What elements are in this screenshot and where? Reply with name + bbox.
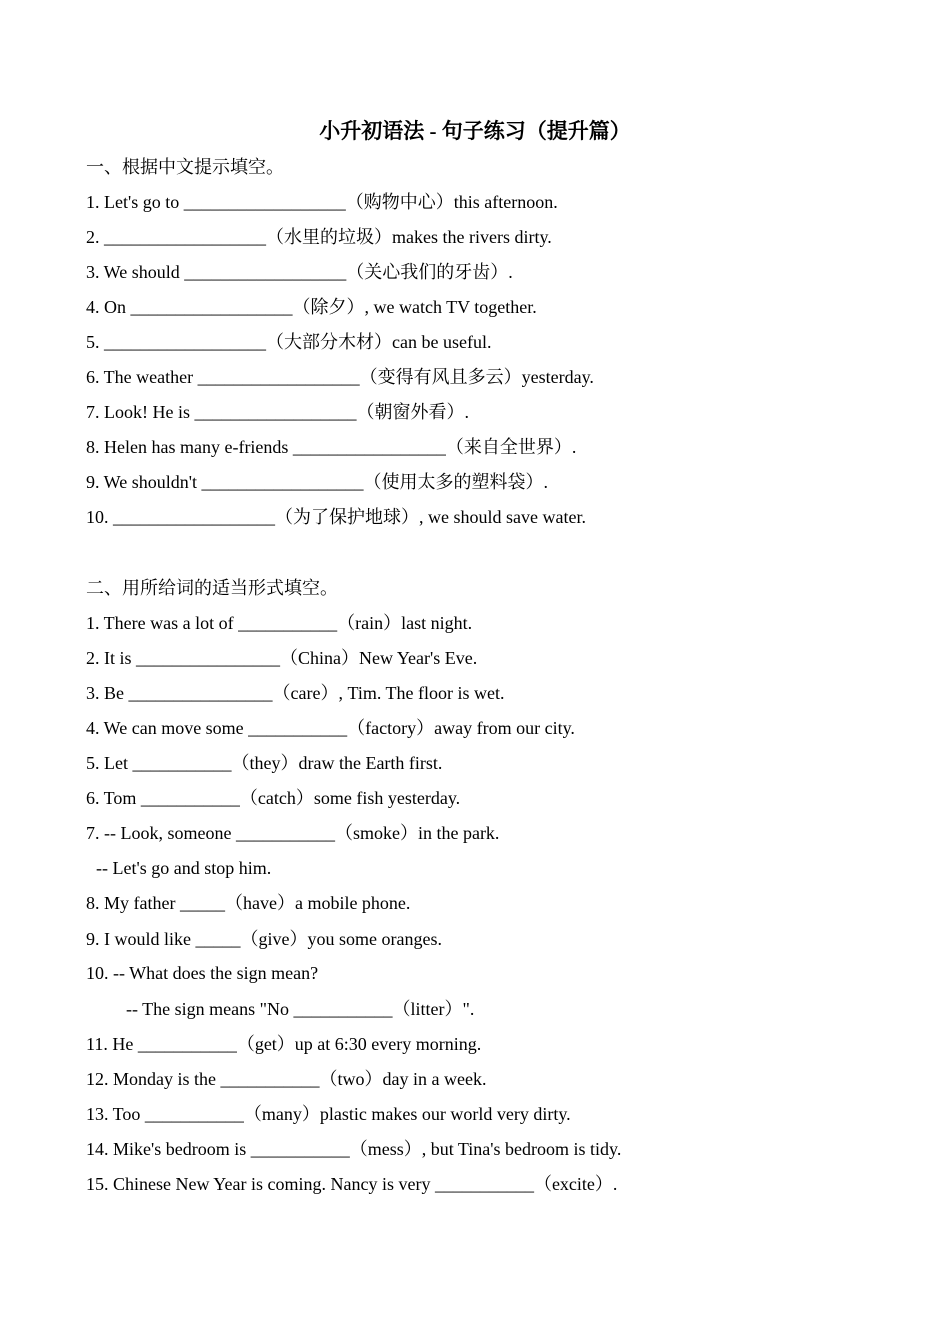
s2-question-10: 10. -- What does the sign mean?	[86, 963, 319, 983]
s2-question-7: 7. -- Look, someone ___________（smoke）in the park.	[86, 823, 500, 843]
s1-question-9: 9. We shouldn't __________________（使用太多的塑料袋）.	[86, 472, 548, 492]
page-title: 小升初语法 - 句子练习（提升篇）	[319, 119, 631, 143]
s2-question-12: 12. Monday is the ___________（two）day in a week.	[86, 1069, 487, 1089]
s1-question-3: 3. We should __________________（关心我们的牙齿）.	[86, 262, 513, 282]
s2-question-15: 15. Chinese New Year is coming. Nancy is very ___________（excite）.	[86, 1174, 618, 1194]
section-2-heading: 二、用所给词的适当形式填空。	[86, 578, 338, 598]
s1-question-8: 8. Helen has many e-friends _________________（来自全世界）.	[86, 437, 577, 457]
s1-question-2: 2. __________________（水里的垃圾）makes the rivers dirty.	[86, 227, 552, 247]
s2-question-14: 14. Mike's bedroom is ___________（mess）, but Tina's bedroom is tidy.	[86, 1139, 622, 1159]
s1-question-7: 7. Look! He is __________________（朝窗外看）.	[86, 402, 469, 422]
s2-question-1: 1. There was a lot of ___________（rain）last night.	[86, 613, 473, 633]
s1-question-6: 6. The weather __________________（变得有风且多云）yesterday.	[86, 367, 594, 387]
s1-question-1: 1. Let's go to __________________（购物中心）this afternoon.	[86, 192, 558, 212]
s1-question-10: 10. __________________（为了保护地球）, we should save water.	[86, 507, 586, 527]
s2-question-11: 11. He ___________（get）up at 6:30 every morning.	[86, 1034, 482, 1054]
s2-question-2: 2. It is ________________（China）New Year's Eve.	[86, 648, 478, 668]
section-1-heading: 一、根据中文提示填空。	[86, 157, 284, 177]
s2-question-6: 6. Tom ___________（catch）some fish yesterday.	[86, 788, 461, 808]
s2-question-4: 4. We can move some ___________（factory）away from our city.	[86, 718, 575, 738]
s1-question-5: 5. __________________（大部分木材）can be useful.	[86, 332, 492, 352]
s2-question-13: 13. Too ___________（many）plastic makes our world very dirty.	[86, 1104, 571, 1124]
s2-question-5: 5. Let ___________（they）draw the Earth first.	[86, 753, 443, 773]
s1-question-4: 4. On __________________（除夕）, we watch TV together.	[86, 297, 537, 317]
s2-question-9: 9. I would like _____（give）you some oranges.	[86, 929, 442, 949]
s2-question-7-reply: -- Let's go and stop him.	[96, 858, 272, 878]
s2-question-3: 3. Be ________________（care）, Tim. The floor is wet.	[86, 683, 505, 703]
s2-question-8: 8. My father _____（have）a mobile phone.	[86, 893, 411, 913]
s2-question-10-reply: -- The sign means "No ___________（litter）".	[126, 999, 475, 1019]
